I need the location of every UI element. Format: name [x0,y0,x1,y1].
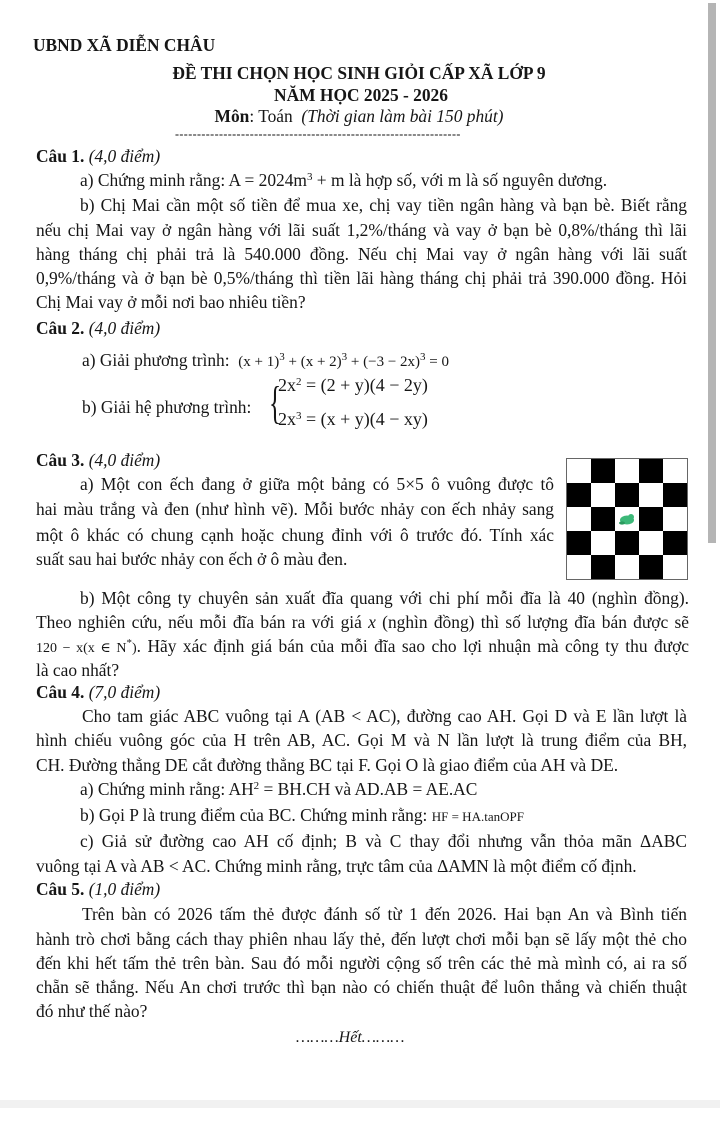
question-3a-line: một ô khác có chung cạnh hoặc chung đỉnh với ô trước đó. Tính xác [36,525,554,545]
board-cell-white [639,531,663,555]
question-1b-line: Chị Mai vay ở mỗi nơi bao nhiêu tiền? [36,292,306,312]
question-4-intro-line: hình chiếu vuông góc của H trên AB, AC. Gọi M và N lần lượt là trung điểm của BH, [36,730,687,750]
checkerboard-5x5 [566,458,688,580]
q1a-prefix: a) Chứng minh rằng: A = 2024m [80,170,307,190]
question-5-line: Trên bàn có 2026 tấm thẻ được đánh số từ 1 đến 2026. Hai bạn An và Bình tiến [82,904,687,924]
question-3b-line: 120 − x(x ∈ N*). Hãy xác định giá bán của mỗi đĩa sao cho lợi nhuận mà công ty thu được [36,636,690,656]
board-cell-white [567,507,591,531]
board-cell-white [615,459,639,483]
question-4-intro-line: Cho tam giác ABC vuông tại A (AB < AC), đường cao AH. Gọi D và E lần lượt là [82,706,687,726]
exam-title: ĐỀ THI CHỌN HỌC SINH GIỎI CẤP XÃ LỚP 9 [172,63,546,83]
question-1b-line: b) Chị Mai cần một số tiền để mua xe, chị vay tiền ngân hàng và bạn bè. Biết rằng [80,195,687,215]
question-2b-label: b) Giải hệ phương trình: [82,397,252,417]
board-cell-white [615,555,639,579]
question-4-points: (7,0 điểm) [88,682,161,702]
subject-value: : Toán [249,106,293,126]
q2a-equation: $(x + 1)^3 + (x + 2)^3 + (-3 - 2x)^3 = 0$ [238,351,449,370]
question-5-line: đến khi hết tấm thẻ trên bàn. Sau đó mỗi người cộng số trên các thẻ mà mình có, ai ra số [36,953,687,973]
question-2-points: (4,0 điểm) [88,318,161,338]
question-2-title: Câu 2. [36,318,85,338]
question-4c-line: vuông tại A và AB < AC. Chứng minh rằng, trực tâm của ΔAMN là một điểm cố định. [36,856,637,876]
question-3a-line: suất sau hai bước nhảy con ếch ở ô màu đen. [36,549,348,569]
board-cell-white [663,507,687,531]
question-5-line: chẵn sẽ thắng. Nếu An chơi trước thì bạn nào có chiến thuật để luôn thắng và chiến thuật [36,977,687,997]
board-cell-black [639,555,663,579]
question-2-heading [36,318,160,338]
question-3b-line: b) Một công ty chuyên sản xuất đĩa quang với chi phí mỗi đĩa là 40 (nghìn đồng). [80,588,689,608]
question-1b-line: nếu chị Mai vay ở ngân hàng với lãi suất 1,2%/tháng và vay ở bạn bè 0,8%/tháng thì lãi [36,220,687,240]
system-brace: { [269,377,282,428]
separator: ----------------------------------------------------------------- [175,127,461,141]
question-1a [80,170,607,190]
question-5-points: (1,0 điểm) [88,879,161,899]
board-cell-black [591,459,615,483]
question-3-title: Câu 3. [36,450,85,470]
question-5-line: đó như thế nào? [36,1001,148,1021]
vertical-scrollbar[interactable] [708,3,716,543]
board-cell-white [591,483,615,507]
question-3-heading [36,450,160,470]
end-marker: ………Hết……… [296,1029,405,1046]
board-cell-black [639,459,663,483]
board-cell-white [567,459,591,483]
question-1-points: (4,0 điểm) [88,146,161,166]
q2b-equation-2: $2x^3 = (x + y)(4 - xy)$ [278,409,428,429]
board-cell-black [591,507,615,531]
subject-label: Môn [214,106,250,126]
board-cell-white [639,483,663,507]
question-5-line: hành trò chơi bằng cách thay phiên nhau lấy thẻ, đến lượt chơi mỗi bạn sẽ lấy một thẻ cho [36,929,687,949]
question-4a: a) Chứng minh rằng: $AH^2 = BH.CH$ và AD.AB = AE.AC [80,779,478,799]
board-cell-white [567,555,591,579]
board-cell-black [639,507,663,531]
board-cell-white [663,555,687,579]
question-4-intro-line: CH. Đường thẳng DE cắt đường thẳng BC tại F. Gọi O là giao điểm của AH và DE. [36,755,619,775]
time-note: (Thời gian làm bài 150 phút) [301,106,504,126]
question-1b-line: hàng tháng chị phải trả là 540.000 đồng. Nếu chị Mai vay ở ngân hàng với lãi suất [36,244,687,264]
question-4b: b) Gọi P là trung điểm của BC. Chứng minh rằng: HF = HA.tanOPF [80,805,524,825]
q1a-exponent: 3 [306,171,313,183]
question-3b-line: Theo nghiên cứu, nếu mỗi đĩa bán ra với giá x (nghìn đồng) thì số lượng đĩa bán được sẽ [36,612,689,632]
subject-line [14,106,704,126]
frog-icon [618,512,636,526]
organization-name: UBND XÃ DIỄN CHÂU [33,35,216,55]
question-3a-line: a) Một con ếch đang ở giữa một bảng có 5×5 ô vuông được tô [80,474,554,494]
board-cell-black [591,555,615,579]
board-cell-black [663,531,687,555]
board-cell-black [615,483,639,507]
board-cell-frog [615,507,639,531]
question-3a-line: hai màu trắng và đen (như hình vẽ). Mỗi bước nhảy con ếch nhảy sang [36,499,554,519]
q1a-suffix: + m là hợp số, với m là số nguyên dương. [312,170,608,190]
question-1b-line: 0,9%/tháng và ở bạn bè 0,5%/tháng thì tiền lãi hàng tháng chị phải trả 390.000 đồng. Hỏi [36,268,687,288]
board-cell-white [663,459,687,483]
q3b-math: 120 − x(x ∈ N*) [36,637,137,656]
board-cell-white [591,531,615,555]
question-3-points: (4,0 điểm) [88,450,161,470]
q2a-label: a) Giải phương trình: [82,350,230,370]
question-4-title: Câu 4. [36,682,85,702]
board-cell-black [615,531,639,555]
board-cell-black [567,483,591,507]
question-1-title: Câu 1. [36,146,85,166]
question-4c-line: c) Giả sử đường cao AH cố định; B và C thay đổi nhưng vẫn thỏa mãn ΔABC [80,831,687,851]
board-cell-black [567,531,591,555]
school-year: NĂM HỌC 2025 - 2026 [274,85,448,105]
question-4-heading [36,682,160,702]
board-cell-black [663,483,687,507]
q2b-equation-1: $2x^2 = (2 + y)(4 - 2y)$ [278,375,428,395]
question-3b-line: là cao nhất? [36,660,120,680]
question-1-heading [36,146,160,166]
question-2a [82,350,449,372]
question-5-title: Câu 5. [36,879,85,899]
question-5-heading [36,879,160,899]
page-bottom-edge [0,1100,720,1108]
